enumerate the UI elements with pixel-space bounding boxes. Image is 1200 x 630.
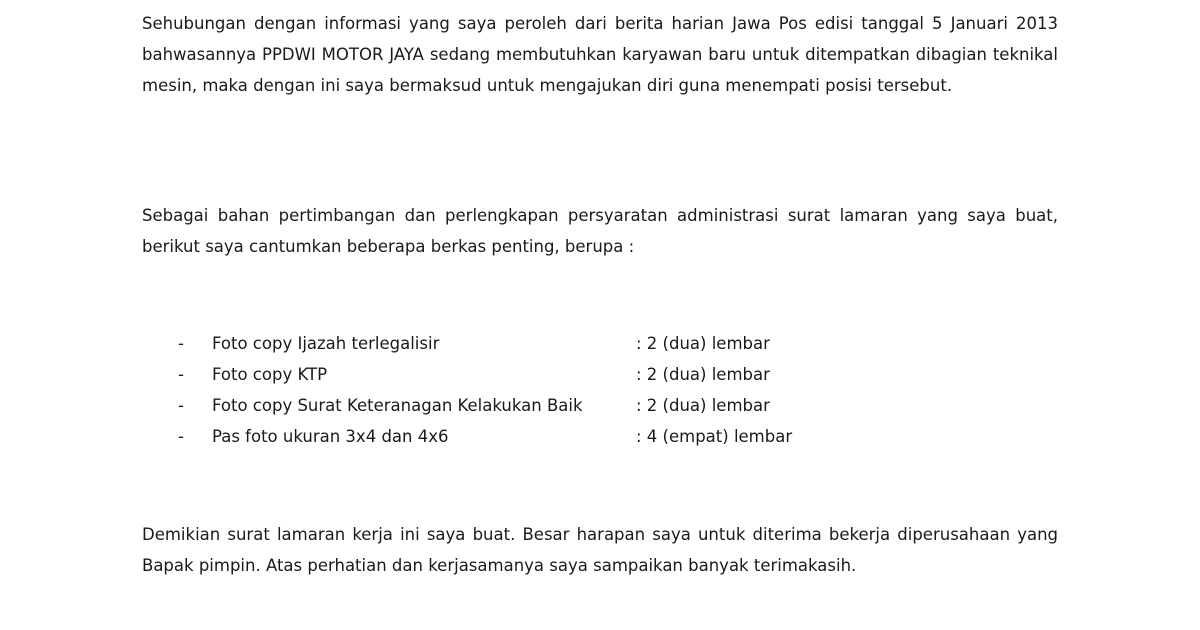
list-item — [142, 390, 1058, 421]
list-bullet: - — [178, 396, 184, 415]
list-item-label: Foto copy Ijazah terlegalisir — [212, 334, 440, 353]
list-item-value: : 4 (empat) lembar — [636, 427, 793, 446]
list-bullet: - — [178, 334, 184, 353]
closing-paragraph: Demikian surat lamaran kerja ini saya buat. Besar harapan saya untuk diterima bekerja diperusahaan yang Bapak pimpin. Atas perhatian dan kerjasamanya saya sampaikan banyak terimakasih. — [142, 525, 1058, 575]
attachments-list — [142, 328, 1058, 452]
list-bullet: - — [178, 427, 184, 446]
list-item — [142, 421, 1058, 452]
list-item-value: : 2 (dua) lembar — [636, 365, 770, 384]
list-item-value: : 2 (dua) lembar — [636, 334, 770, 353]
list-item — [142, 328, 1058, 359]
list-item-label: Foto copy Surat Keteranagan Kelakukan Baik — [212, 396, 583, 415]
list-item-label: Pas foto ukuran 3x4 dan 4x6 — [212, 427, 449, 446]
list-item-value: : 2 (dua) lembar — [636, 396, 770, 415]
attachments-intro-paragraph: Sebagai bahan pertimbangan dan perlengkapan persyaratan administrasi surat lamaran yang saya buat, berikut saya cantumkan beberapa berkas penting, berupa : — [142, 206, 1058, 256]
list-bullet: - — [178, 365, 184, 384]
list-item-label: Foto copy KTP — [212, 365, 328, 384]
opening-paragraph: Sehubungan dengan informasi yang saya peroleh dari berita harian Jawa Pos edisi tanggal 5 Januari 2013 bahwasannya PPDWI MOTOR JAYA sedang membutuhkan karyawan baru untuk ditempatkan dibagian teknikal mesin, maka dengan ini saya bermaksud untuk mengajukan diri guna menempati posisi tersebut. — [142, 14, 1058, 95]
list-item — [142, 359, 1058, 390]
